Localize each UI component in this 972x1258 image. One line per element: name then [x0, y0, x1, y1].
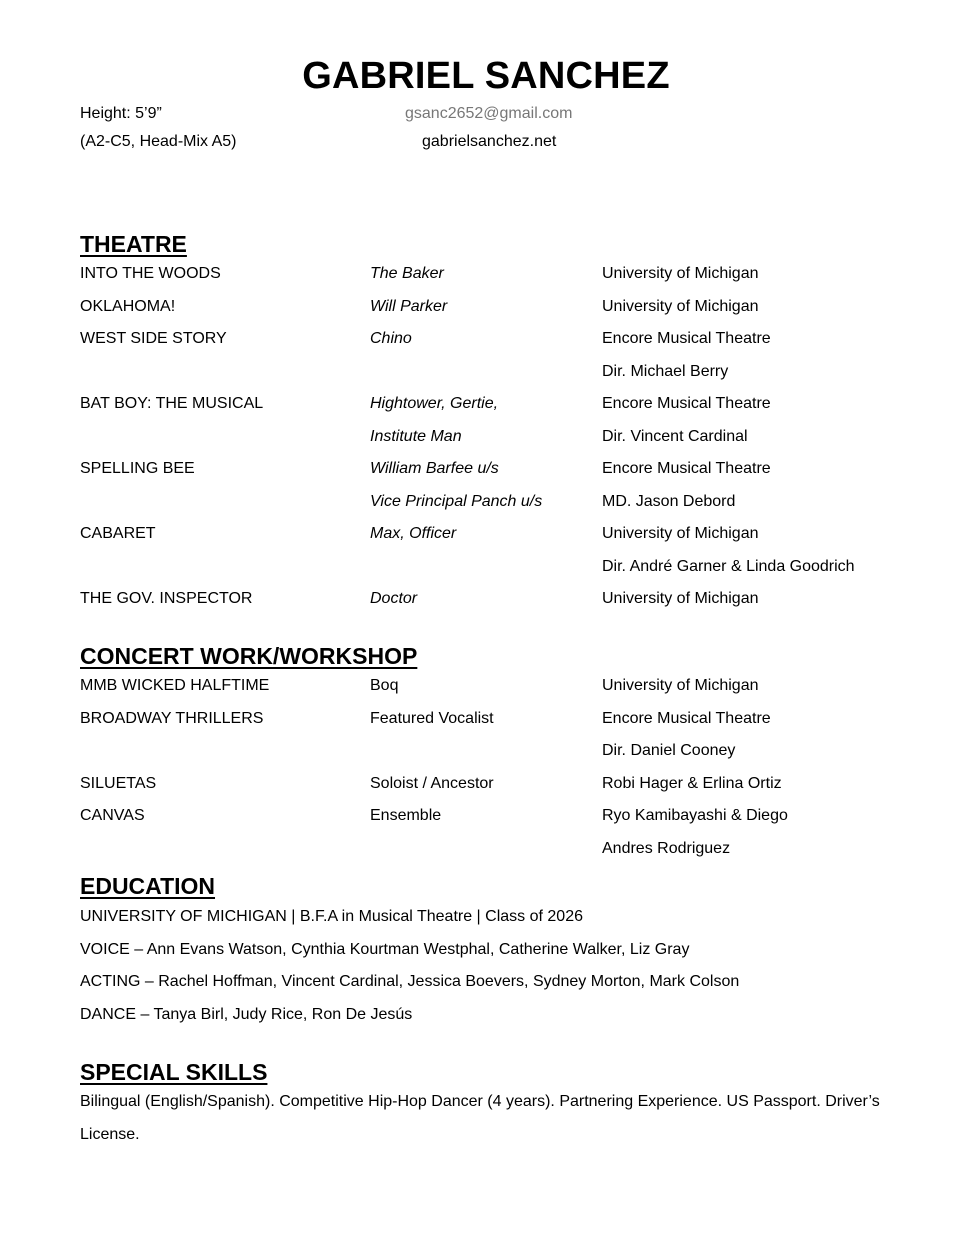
table-row	[80, 259, 900, 292]
organization: Encore Musical Theatre	[602, 330, 771, 347]
website-link[interactable]: gabrielsanchez.net	[422, 133, 557, 150]
concert-list	[80, 671, 900, 866]
table-row	[80, 801, 900, 834]
skills-line: License.	[80, 1125, 140, 1143]
show-title: CABARET	[80, 525, 156, 542]
organization: University of Michigan	[602, 677, 759, 694]
email-link[interactable]: gsanc2652@gmail.com	[405, 105, 573, 122]
table-row	[80, 552, 900, 585]
education-line: VOICE – Ann Evans Watson, Cynthia Kourtman Westphal, Catherine Walker, Liz Gray	[80, 940, 690, 958]
role-name: Ensemble	[370, 807, 442, 824]
show-title: BAT BOY: THE MUSICAL	[80, 395, 264, 412]
role-name: Max, Officer	[370, 525, 457, 542]
show-title: THE GOV. INSPECTOR	[80, 590, 253, 607]
organization: University of Michigan	[602, 590, 759, 607]
table-row	[80, 357, 900, 390]
role-name: Doctor	[370, 590, 418, 607]
table-row	[80, 834, 900, 867]
role-name: Chino	[370, 330, 412, 347]
organization: Dir. André Garner & Linda Goodrich	[602, 557, 855, 575]
organization: Encore Musical Theatre	[602, 460, 771, 477]
table-row	[80, 584, 900, 617]
organization: Dir. Vincent Cardinal	[602, 427, 748, 445]
theatre-heading: THEATRE	[80, 231, 187, 257]
role-name: Featured Vocalist	[370, 709, 494, 727]
table-row	[80, 422, 900, 455]
education-heading: EDUCATION	[80, 873, 216, 899]
role-name: Boq	[370, 677, 399, 694]
organization: Dir. Daniel Cooney	[602, 742, 736, 759]
role-name: Vice Principal Panch u/s	[370, 492, 543, 510]
show-title: MMB WICKED HALFTIME	[80, 677, 270, 694]
table-row	[80, 389, 900, 422]
organization: University of Michigan	[602, 525, 759, 542]
skills-heading: SPECIAL SKILLS	[80, 1059, 268, 1085]
show-title: INTO THE WOODS	[80, 265, 221, 282]
table-row	[80, 769, 900, 802]
role-name: William Barfee u/s	[370, 460, 499, 477]
table-row	[80, 324, 900, 357]
organization: Encore Musical Theatre	[602, 395, 771, 412]
organization: Ryo Kamibayashi & Diego	[602, 807, 788, 824]
skills-line: Bilingual (English/Spanish). Competitive Hip-Hop Dancer (4 years). Partnering Experience. US Passport. Driver’s	[80, 1093, 880, 1110]
education-list	[80, 902, 900, 1032]
table-row	[80, 292, 900, 325]
organization: University of Michigan	[602, 297, 759, 315]
show-title: SILUETAS	[80, 774, 157, 792]
organization: Andres Rodriguez	[602, 839, 731, 857]
role-name: Hightower, Gertie,	[370, 395, 499, 412]
theatre-list	[80, 259, 900, 617]
role-name: Soloist / Ancestor	[370, 774, 494, 792]
education-line: ACTING – Rachel Hoffman, Vincent Cardinal, Jessica Boevers, Sydney Morton, Mark Colson	[80, 973, 740, 990]
education-line: DANCE – Tanya Birl, Judy Rice, Ron De Jesús	[80, 1005, 413, 1023]
table-row	[80, 736, 900, 769]
applicant-name: GABRIEL SANCHEZ	[302, 55, 670, 97]
organization: University of Michigan	[602, 265, 759, 282]
table-row	[80, 454, 900, 487]
height-info: Height: 5’9”	[80, 105, 162, 122]
show-title: WEST SIDE STORY	[80, 330, 227, 347]
table-row	[80, 704, 900, 737]
table-row	[80, 487, 900, 520]
table-row	[80, 519, 900, 552]
organization: Dir. Michael Berry	[602, 362, 729, 380]
show-title: BROADWAY THRILLERS	[80, 709, 264, 727]
organization: Robi Hager & Erlina Ortiz	[602, 774, 782, 792]
role-name: The Baker	[370, 265, 444, 282]
education-line: UNIVERSITY OF MICHIGAN | B.F.A in Musical Theatre | Class of 2026	[80, 908, 583, 925]
skills-text	[80, 1087, 900, 1152]
role-name: Institute Man	[370, 427, 462, 445]
show-title: OKLAHOMA!	[80, 297, 176, 315]
table-row	[80, 671, 900, 704]
organization: Encore Musical Theatre	[602, 709, 771, 727]
show-title: CANVAS	[80, 807, 145, 824]
vocal-range: (A2-C5, Head-Mix A5)	[80, 133, 237, 150]
organization: MD. Jason Debord	[602, 492, 736, 510]
concert-heading: CONCERT WORK/WORKSHOP	[80, 643, 418, 669]
show-title: SPELLING BEE	[80, 460, 195, 477]
role-name: Will Parker	[370, 297, 448, 315]
